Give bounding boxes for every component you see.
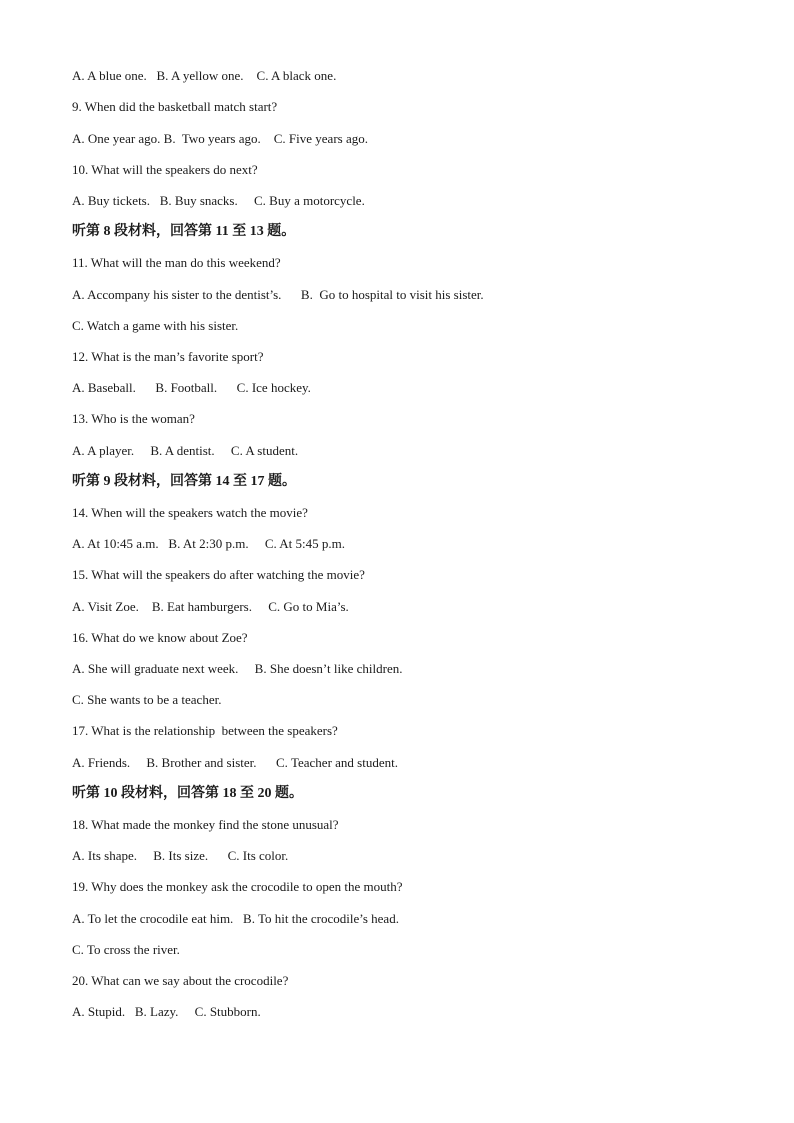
options-line: A. Its shape. B. Its size. C. Its color. [72, 848, 289, 863]
options-line: A. One year ago. B. Two years ago. C. Five years ago. [72, 131, 368, 146]
question-9: 9. When did the basketball match start? [72, 99, 278, 114]
options-line: A. Baseball. B. Football. C. Ice hockey. [72, 380, 311, 395]
options-line: A. She will graduate next week. B. She doesn’t like children. [72, 661, 403, 676]
section-heading-10: 听第 10 段材料，回答第 18 至 20 题。 [72, 786, 303, 801]
question-17: 17. What is the relationship between the speakers? [72, 723, 338, 738]
question-13: 13. Who is the woman? [72, 411, 195, 426]
question-16: 16. What do we know about Zoe? [72, 630, 248, 645]
question-14: 14. When will the speakers watch the movie? [72, 505, 308, 520]
question-11: 11. What will the man do this weekend? [72, 255, 281, 270]
options-line: C. To cross the river. [72, 942, 180, 957]
options-line: A. Accompany his sister to the dentist’s. B. Go to hospital to visit his sister. [72, 287, 484, 302]
section-heading-9: 听第 9 段材料，回答第 14 至 17 题。 [72, 474, 296, 489]
options-line: A. To let the crocodile eat him. B. To hit the crocodile’s head. [72, 911, 399, 926]
question-15: 15. What will the speakers do after watching the movie? [72, 567, 365, 582]
options-line: A. Buy tickets. B. Buy snacks. C. Buy a motorcycle. [72, 193, 365, 208]
question-19: 19. Why does the monkey ask the crocodile to open the mouth? [72, 879, 403, 894]
options-line: A. Friends. B. Brother and sister. C. Teacher and student. [72, 755, 398, 770]
section-heading-8: 听第 8 段材料，回答第 11 至 13 题。 [72, 224, 296, 239]
question-18: 18. What made the monkey find the stone unusual? [72, 817, 339, 832]
options-line: A. At 10:45 a.m. B. At 2:30 p.m. C. At 5:45 p.m. [72, 536, 346, 551]
question-12: 12. What is the man’s favorite sport? [72, 349, 264, 364]
question-10: 10. What will the speakers do next? [72, 162, 258, 177]
options-line: A. A player. B. A dentist. C. A student. [72, 443, 299, 458]
options-line: A. Visit Zoe. B. Eat hamburgers. C. Go to Mia’s. [72, 599, 349, 614]
options-line: A. Stupid. B. Lazy. C. Stubborn. [72, 1004, 261, 1019]
options-line: C. Watch a game with his sister. [72, 318, 239, 333]
options-line: C. She wants to be a teacher. [72, 692, 222, 707]
question-20: 20. What can we say about the crocodile? [72, 973, 289, 988]
options-line: A. A blue one. B. A yellow one. C. A black one. [72, 68, 337, 83]
